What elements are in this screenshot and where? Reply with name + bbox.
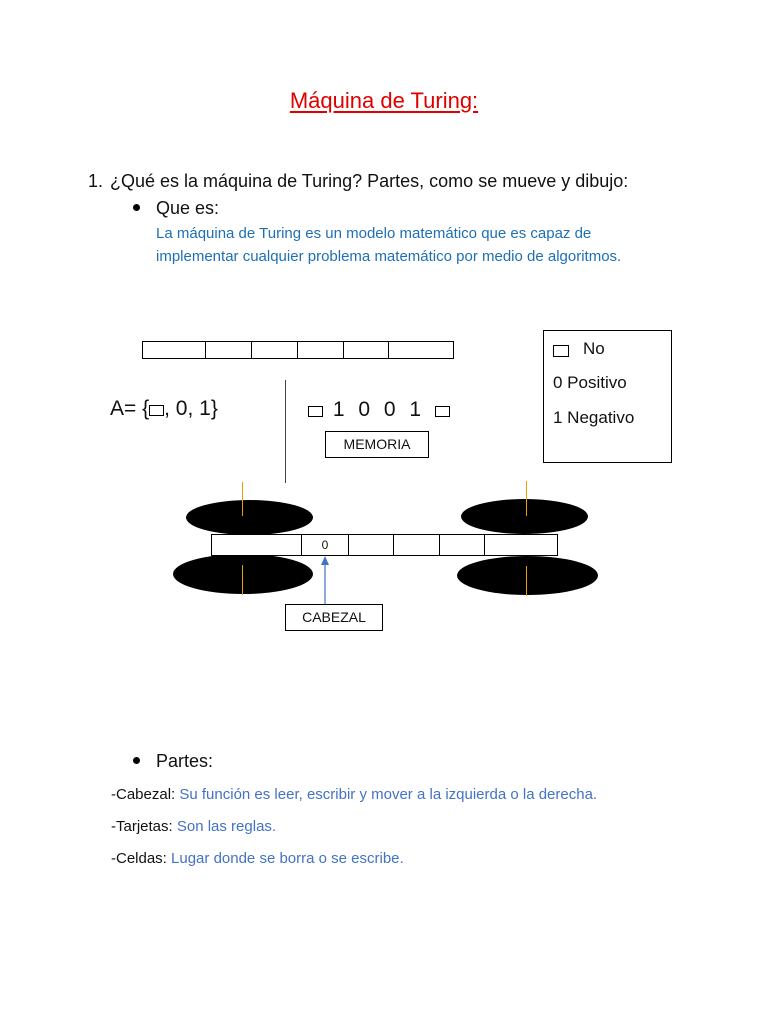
- tape-cell: [389, 342, 453, 358]
- axle-line: [242, 565, 243, 595]
- tape-cell: [440, 535, 485, 555]
- tape-cell: [206, 342, 252, 358]
- axle-line: [242, 482, 243, 516]
- tape-cell: [394, 535, 440, 555]
- part-description: Son las reglas.: [176, 818, 277, 835]
- legend-row-3: 1 Negativo: [553, 408, 635, 427]
- alphabet-suffix: , 0, 1}: [164, 397, 218, 420]
- axle-line: [526, 566, 527, 596]
- divider-line: [285, 380, 286, 483]
- wheel-bottom-right: [457, 556, 598, 595]
- bullet-icon: [133, 757, 140, 764]
- legend-row-2: 0 Positivo: [553, 373, 627, 392]
- part-name: -Cabezal:: [111, 786, 176, 803]
- memory-sequence: [308, 398, 450, 422]
- tape-cell: [298, 342, 344, 358]
- machine-tape: [211, 534, 558, 556]
- tape-cell: [252, 342, 298, 358]
- memory-digits: 1 0 0 1: [332, 398, 426, 421]
- tape-cell-current: 0: [302, 535, 349, 555]
- part-name: -Celdas:: [111, 850, 167, 867]
- legend-box: [543, 330, 672, 463]
- partes-label: Partes:: [156, 751, 214, 771]
- head-label: CABEZAL: [285, 604, 383, 631]
- question-1: [88, 171, 628, 192]
- legend-row-1-text: No: [583, 339, 605, 358]
- definition-text: La máquina de Turing es un modelo matemático que es capaz de implementar cualquier problema matemático por medio de algoritmos.: [156, 225, 622, 265]
- wheel-top-right: [461, 499, 588, 534]
- blank-symbol-icon: [435, 406, 450, 417]
- bullet-icon: [133, 204, 140, 211]
- part-name: -Tarjetas:: [111, 818, 173, 835]
- part-item: [111, 850, 404, 867]
- question-number: 1.: [88, 171, 104, 191]
- memory-tape: [142, 341, 454, 359]
- blank-symbol-icon: [308, 406, 323, 417]
- part-item: [111, 786, 597, 803]
- tape-cell: [485, 535, 557, 555]
- tape-cell: [143, 342, 206, 358]
- part-description: Lugar donde se borra o se escribe.: [171, 850, 404, 867]
- axle-line: [526, 481, 527, 516]
- wheel-bottom-left: [173, 554, 313, 594]
- tape-cell: [349, 535, 394, 555]
- tape-cell: [212, 535, 302, 555]
- que-es-bullet: [133, 198, 219, 219]
- page-title: Máquina de Turing:: [289, 88, 479, 113]
- head-arrow-icon: [318, 555, 332, 605]
- alphabet-set: [110, 397, 218, 421]
- que-es-label: Que es:: [156, 198, 220, 218]
- tape-cell: [344, 342, 389, 358]
- blank-symbol-icon: [553, 345, 569, 357]
- wheel-top-left: [186, 500, 313, 535]
- part-item: [111, 818, 276, 835]
- alphabet-prefix: A= {: [110, 397, 150, 420]
- question-text: ¿Qué es la máquina de Turing? Partes, como se mueve y dibujo:: [110, 171, 629, 191]
- partes-bullet: [133, 751, 213, 772]
- memory-label: MEMORIA: [325, 431, 429, 458]
- part-description: Su función es leer, escribir y mover a la izquierda o la derecha.: [179, 786, 598, 803]
- legend-row-blank: [553, 339, 605, 359]
- blank-symbol-icon: [149, 405, 164, 416]
